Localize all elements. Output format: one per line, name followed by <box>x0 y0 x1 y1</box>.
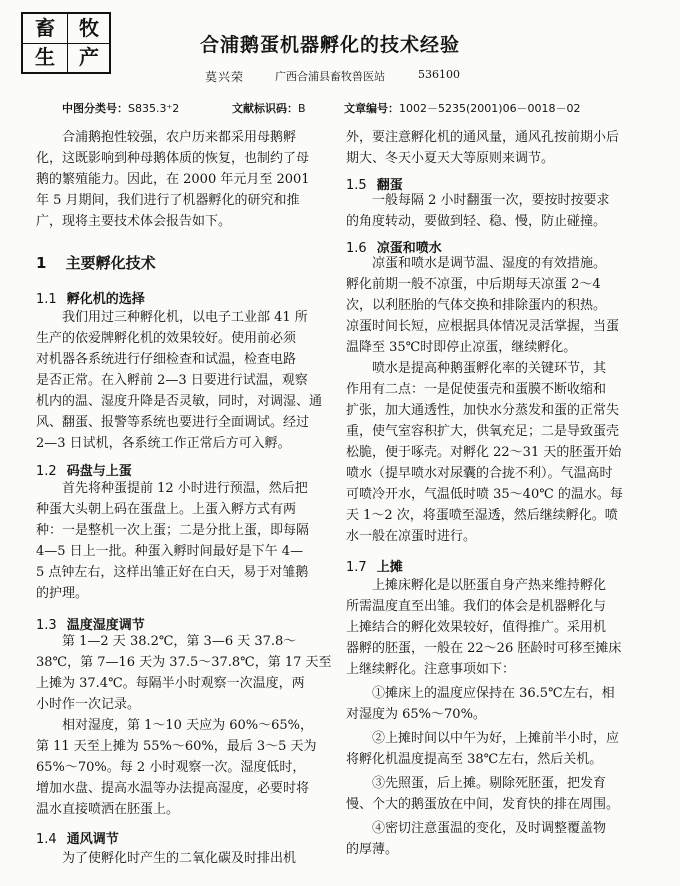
text-line: 凉蛋时间长短，应根据具体情况灵活掌握，当蛋 <box>346 319 620 334</box>
subsection-title: 码盘与上蛋 <box>66 464 132 479</box>
text-line: 我们用过三种孵化机，以电子工业部 41 所 <box>62 310 308 325</box>
subsection-heading <box>36 614 145 633</box>
doc-code-value: B <box>298 102 306 115</box>
section-heading-1 <box>36 252 156 273</box>
subsection-number: 1.6 <box>346 241 367 256</box>
subsection-heading <box>36 460 132 479</box>
text-line: 年 5 月期间，我们进行了机器孵化的研究和推 <box>36 193 300 208</box>
text-line: 种：一是整机一次上蛋；二是分批上蛋，即每隔 <box>36 523 310 538</box>
affiliation: 广西合浦县畜牧兽医站 <box>275 70 385 83</box>
subsection-number: 1.1 <box>36 292 57 307</box>
text-line: 首先将种蛋提前 12 小时进行预温，然后把 <box>62 481 308 496</box>
section-number: 1 <box>36 254 47 272</box>
text-line: 4—5 日上一批。种蛋入孵时间最好是下午 4— <box>36 544 304 559</box>
text-line: 的护理。 <box>36 586 89 601</box>
text-line: 风、翻蛋、报警等系统也要进行全面调试。经过 <box>36 415 310 430</box>
text-line: 松脆，便于啄壳。对孵化 22～31 天的胚蛋开始 <box>346 445 622 460</box>
article-no-label: 文章编号： <box>344 102 399 115</box>
subsection-title: 通风调节 <box>66 832 119 847</box>
text-line: 的厚薄。 <box>346 842 399 857</box>
subsection-heading <box>36 288 145 307</box>
text-line: 水一般在凉蛋时进行。 <box>346 529 477 544</box>
text-line: 喷水（提早喷水对尿囊的合拢不利）。气温高时 <box>346 466 613 481</box>
subsection-heading <box>36 828 119 847</box>
subsection-number: 1.5 <box>346 178 367 193</box>
text-line: 鹅的繁殖能力。因此，在 2000 年元月至 2001 <box>36 172 310 187</box>
subsection-title: 翻蛋 <box>376 178 403 193</box>
doc-code <box>232 100 306 116</box>
article-no-value: 1002－5235(2001)06－0018－02 <box>399 102 581 115</box>
subsection-title: 孵化机的选择 <box>66 292 145 307</box>
text-line: 5 点钟左右，这样出雏正好在白天，易于对雏鹅 <box>36 565 309 580</box>
text-line: 上摊为 37.4℃。每隔半小时观察一次温度，两 <box>36 676 305 691</box>
text-line: 第 1—2 天 38.2℃，第 3—6 天 37.8～ <box>62 634 297 649</box>
text-line: 的角度转动，要做到轻、稳、慢，防止碰撞。 <box>346 214 607 229</box>
logo-char: 牧 <box>67 14 111 44</box>
text-line: 为了使孵化时产生的二氧化碳及时排出机 <box>62 851 297 866</box>
text-line: 增加水盘、提高水温等办法提高湿度，必要时将 <box>36 781 310 796</box>
article-number <box>344 100 581 116</box>
subsection-heading <box>346 556 403 575</box>
text-line: ②上摊时间以中午为好，上摊前半小时，应 <box>372 731 620 746</box>
text-line: 所需温度直至出雏。我们的体会是机器孵化与 <box>346 599 607 614</box>
text-line: 小时作一次记录。 <box>36 697 141 712</box>
text-line: 生产的依爱牌孵化机的效果较好。使用前必须 <box>36 331 297 346</box>
text-line: 扩张，加大通透性，加快水分蒸发和蛋的正常失 <box>346 403 620 418</box>
author: 莫兴荣 <box>205 70 245 84</box>
text-line: ①摊床上的温度应保持在 36.5℃左右，相 <box>372 686 615 701</box>
text-line: 第 11 天至上摊为 55%～60%，最后 3～5 天为 <box>36 739 317 754</box>
subsection-title: 温度湿度调节 <box>66 618 145 633</box>
text-line: 38℃，第 7—16 天为 37.5～37.8℃，第 17 天至 <box>36 655 332 670</box>
logo-char: 生 <box>23 43 68 72</box>
subsection-number: 1.2 <box>36 464 57 479</box>
text-line: 温降至 35℃时即停止凉蛋，继续孵化。 <box>346 340 577 355</box>
logo-char: 畜 <box>23 14 68 44</box>
text-line: ④密切注意蛋温的变化，及时调整覆盖物 <box>372 821 607 836</box>
logo-char: 产 <box>79 45 99 69</box>
text-line: 上摊床孵化是以胚蛋自身产热来维持孵化 <box>372 578 607 593</box>
text-line: 温水直接喷洒在胚蛋上。 <box>36 802 180 817</box>
text-line: 器孵的胚蛋，一般在 22～26 胚龄时可移至摊床 <box>346 641 622 656</box>
text-line: 可喷冷开水，气温低时喷 35～40℃ 的温水。每 <box>346 487 623 502</box>
clc-label: 中图分类号： <box>62 102 128 115</box>
text-line: 重，使气室容积扩大，供氧充足；二是导致蛋壳 <box>346 424 620 439</box>
section-title: 主要孵化技术 <box>65 254 156 272</box>
text-line: 天 1～2 次，将蛋喷至湿透，然后继续孵化。喷 <box>346 508 618 523</box>
subsection-heading <box>346 174 403 193</box>
text-line: 化，这既影响到种母鹅体质的恢复，也制约了母 <box>36 151 310 166</box>
text-line: 期大、冬天小夏天大等原则来调节。 <box>346 151 555 166</box>
text-line: 次，以利胚胎的气体交换和排除蛋内的积热。 <box>346 298 607 313</box>
text-line: 上摊结合的孵化效果较好，值得推广。采用机 <box>346 620 607 635</box>
text-line: 合浦鹅抱性较强，农户历来都采用母鹅孵 <box>62 130 297 145</box>
text-line: 外，要注意孵化机的通风量，通风孔按前期小后 <box>346 130 620 145</box>
text-line: 对机器各系统进行仔细检查和试温，检查电路 <box>36 352 297 367</box>
subsection-title: 凉蛋和喷水 <box>376 241 442 256</box>
postcode: 536100 <box>418 68 460 81</box>
text-line: 将孵化机温度提高至 38℃左右，然后关机。 <box>346 752 603 767</box>
text-line: 2—3 日试机，各系统工作正常后方可入孵。 <box>36 436 291 451</box>
clc-number <box>62 100 179 116</box>
text-line: 上继续孵化。注意事项如下： <box>346 662 516 677</box>
journal-logo <box>21 12 111 74</box>
text-line: 广，现将主要技术体会报告如下。 <box>36 214 232 229</box>
text-line: 凉蛋和喷水是调节温、湿度的有效措施。 <box>372 256 607 271</box>
subsection-number: 1.3 <box>36 618 57 633</box>
text-line: 喷水是提高种鹅蛋孵化率的关键环节，其 <box>372 361 607 376</box>
text-line: 种蛋大头朝上码在蛋盘上。上蛋入孵方式有两 <box>36 502 297 517</box>
subsection-title: 上摊 <box>376 560 403 575</box>
text-line: 慢、个大的鹅蛋放在中间，发育快的排在周围。 <box>346 797 620 812</box>
text-line: 机内的温、湿度升降是否灵敏，同时，对调湿、通 <box>36 394 323 409</box>
text-line: 65%～70%。每 2 小时观察一次。湿度低时， <box>36 760 306 775</box>
subsection-heading <box>346 237 442 256</box>
subsection-number: 1.4 <box>36 832 57 847</box>
text-line: 对湿度为 65%～70%。 <box>346 707 486 722</box>
text-line: 孵化前期一般不凉蛋，中后期每天凉蛋 2～4 <box>346 277 601 292</box>
clc-value: S835.3⁺2 <box>128 102 180 115</box>
text-line: 作用有二点：一是促使蛋壳和蛋膜不断收缩和 <box>346 382 607 397</box>
text-line: ③先照蛋，后上摊。剔除死胚蛋，把发育 <box>372 776 607 791</box>
text-line: 相对湿度，第 1～10 天应为 60%～65%， <box>62 718 313 733</box>
text-line: 是否正常。在入孵前 2—3 日要进行试温，观察 <box>36 373 308 388</box>
article-title: 合浦鹅蛋机器孵化的技术经验 <box>200 34 461 56</box>
text-line: 一般每隔 2 小时翻蛋一次，要按时按要求 <box>372 193 610 208</box>
subsection-number: 1.7 <box>346 560 367 575</box>
doc-code-label: 文献标识码： <box>232 102 298 115</box>
